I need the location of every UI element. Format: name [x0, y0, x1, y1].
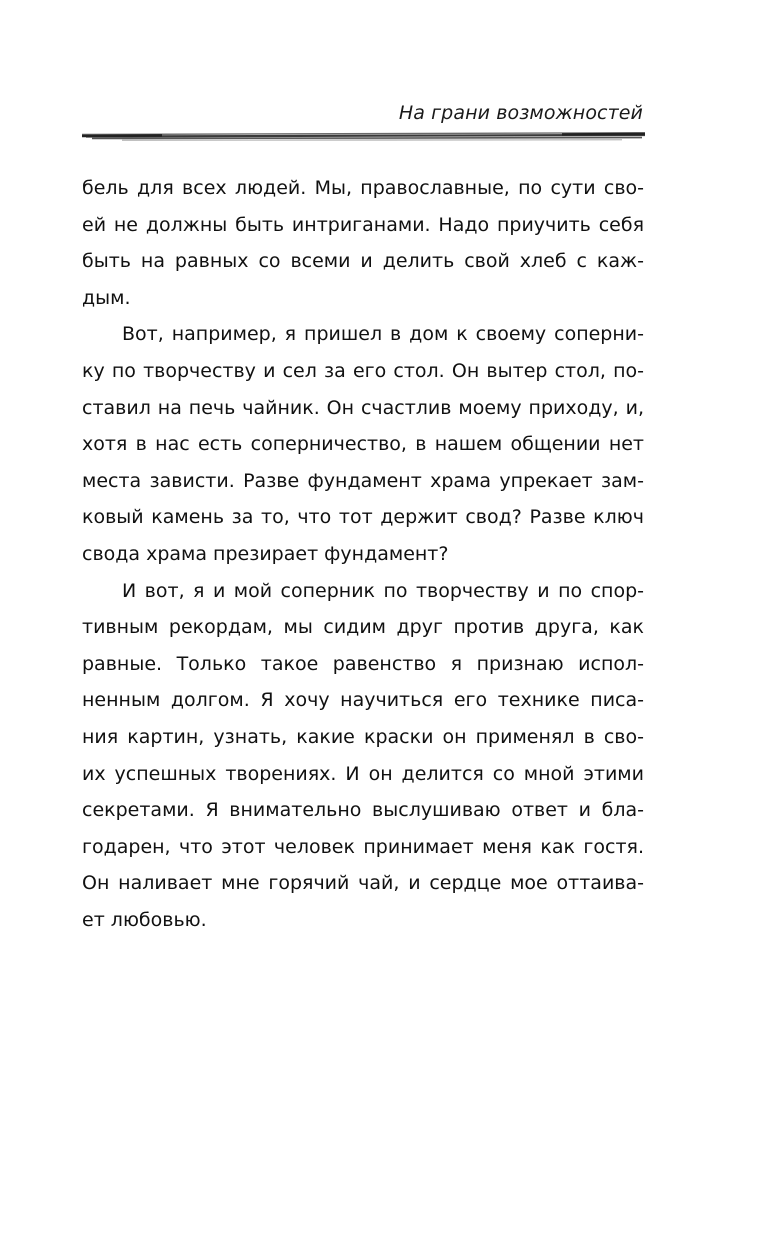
text-line: И вот, я и мой соперник по творчеству и по спор-: [122, 579, 644, 602]
text-line: дым.: [82, 286, 131, 309]
text-line: Он наливает мне горячий чай, и сердце мое оттаива-: [82, 872, 644, 895]
text-line: ет любовью.: [82, 908, 207, 931]
text-line: Вот, например, я пришел в дом к своему соперни-: [122, 323, 644, 346]
text-line: места зависти. Разве фундамент храма упрекает зам-: [82, 469, 644, 492]
text-line: их успешных творениях. И он делится со мной этими: [82, 762, 644, 785]
text-line: ставил на печь чайник. Он счастлив моему приходу, и,: [82, 396, 644, 419]
text-line: ненным долгом. Я хочу научиться его технике писа-: [82, 689, 644, 712]
text-line: секретами. Я внимательно выслушиваю ответ и бла-: [82, 799, 644, 822]
text-line: быть на равных со всеми и делить свой хлеб с каж-: [82, 250, 644, 273]
text-line: ей не должны быть интриганами. Надо приучить себя: [82, 213, 644, 236]
text-line: равные. Только такое равенство я признаю испол-: [82, 652, 644, 675]
text-line: ку по творчеству и сел за его стол. Он вытер стол, по-: [82, 359, 644, 382]
text-line: хотя в нас есть соперничество, в нашем общении нет: [82, 433, 644, 456]
text-line: свода храма презирает фундамент?: [82, 542, 449, 565]
body-text: [82, 170, 644, 938]
running-header-title: На грани возможностей: [398, 102, 643, 124]
text-line: тивным рекордам, мы сидим друг против друга, как: [82, 616, 644, 639]
header-rule-ornament: [82, 128, 645, 144]
text-line: бель для всех людей. Мы, православные, по сути сво-: [82, 177, 644, 199]
text-line: ковый камень за то, что тот держит свод? Разве ключ: [82, 506, 644, 529]
text-line: годарен, что этот человек принимает меня как гостя.: [82, 835, 644, 858]
text-line: ния картин, узнать, какие краски он применял в сво-: [82, 725, 644, 748]
